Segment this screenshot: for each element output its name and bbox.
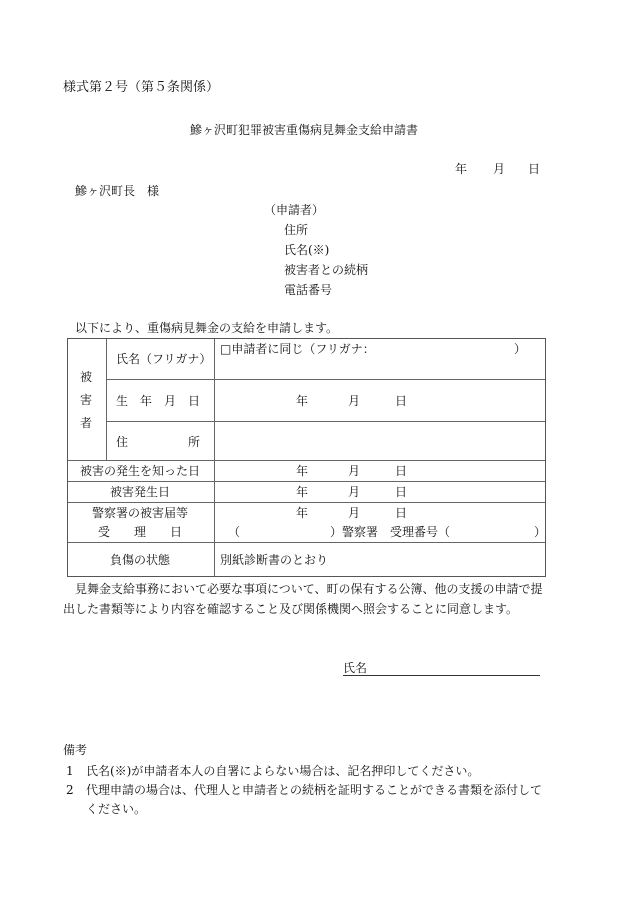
application-table	[67, 338, 546, 577]
birth-month: 月	[348, 394, 361, 408]
note-1-text: 氏名(※)が申請者本人の自署によらない場合は、記名押印してください。	[86, 764, 480, 778]
known-day: 日	[395, 464, 408, 478]
known-month: 月	[348, 464, 361, 478]
police-label-1: 警察署の被害届等	[92, 506, 189, 520]
signature-label: 氏名	[343, 661, 368, 675]
notes-heading: 備考	[63, 743, 88, 757]
note-2-number: 2	[66, 783, 74, 797]
occurred-month: 月	[348, 485, 361, 499]
date-month: 月	[493, 162, 506, 176]
applicant-relation-label: 被害者との続柄	[284, 263, 369, 277]
birth-year: 年	[296, 394, 309, 408]
applicant-name-label: 氏名(※)	[284, 243, 330, 257]
same-as-applicant-checkbox[interactable]: □申請者に同じ（フリガナ：	[220, 342, 375, 356]
police-label-2: 受 理 日	[98, 525, 183, 539]
consent-line-1: 見舞金支給事務において必要な事項について、町の保有する公簿、他の支援の申請で提	[75, 582, 543, 596]
birth-date-label: 生 年 月 日	[116, 394, 201, 408]
victim-name-label: 氏名（フリガナ）	[116, 352, 212, 366]
occurred-year: 年	[296, 485, 309, 499]
note-2-text: 代理申請の場合は、代理人と申請者との続柄を証明することができる書類を添付して	[86, 783, 543, 797]
furigana-close: ）	[514, 342, 527, 356]
known-year: 年	[296, 464, 309, 478]
intro-text: 以下により、重傷病見舞金の支給を申請します。	[75, 321, 339, 335]
police-year: 年	[296, 506, 309, 520]
police-month: 月	[348, 506, 361, 520]
applicant-heading: （申請者）	[264, 203, 325, 217]
note-1-number: 1	[66, 764, 74, 778]
police-paren-open: （	[228, 525, 241, 539]
applicant-phone-label: 電話番号	[284, 283, 333, 297]
known-date-label: 被害の発生を知った日	[80, 464, 201, 478]
victim-address-label-1: 住	[116, 435, 129, 449]
victim-address-label-2: 所	[188, 435, 201, 449]
consent-line-2: 出した書類等により内容を確認すること及び関係機関へ照会することに同意します。	[63, 602, 519, 616]
police-station-label: ）警察署 受理番号（	[330, 525, 451, 539]
occurred-day: 日	[395, 485, 408, 499]
birth-day: 日	[395, 394, 408, 408]
victim-label-3: 者	[80, 416, 93, 430]
form-number: 様式第２号（第５条関係）	[63, 80, 220, 95]
document-title: 鰺ヶ沢町犯罪被害重傷病見舞金支給申請書	[190, 123, 419, 137]
signature-line	[343, 675, 540, 676]
occurred-date-label: 被害発生日	[110, 485, 171, 499]
injury-label: 負傷の状態	[110, 553, 171, 567]
injury-value: 別紙診断書のとおり	[220, 553, 329, 567]
addressee: 鰺ヶ沢町長 様	[75, 184, 160, 198]
note-2-text-cont: ください。	[86, 802, 147, 816]
police-paren-close: ）	[534, 525, 547, 539]
victim-label-2: 害	[80, 393, 93, 407]
applicant-address-label: 住所	[284, 223, 309, 237]
date-day: 日	[528, 162, 541, 176]
date-year: 年	[455, 162, 468, 176]
victim-label-1: 被	[80, 370, 93, 384]
police-day: 日	[395, 506, 408, 520]
